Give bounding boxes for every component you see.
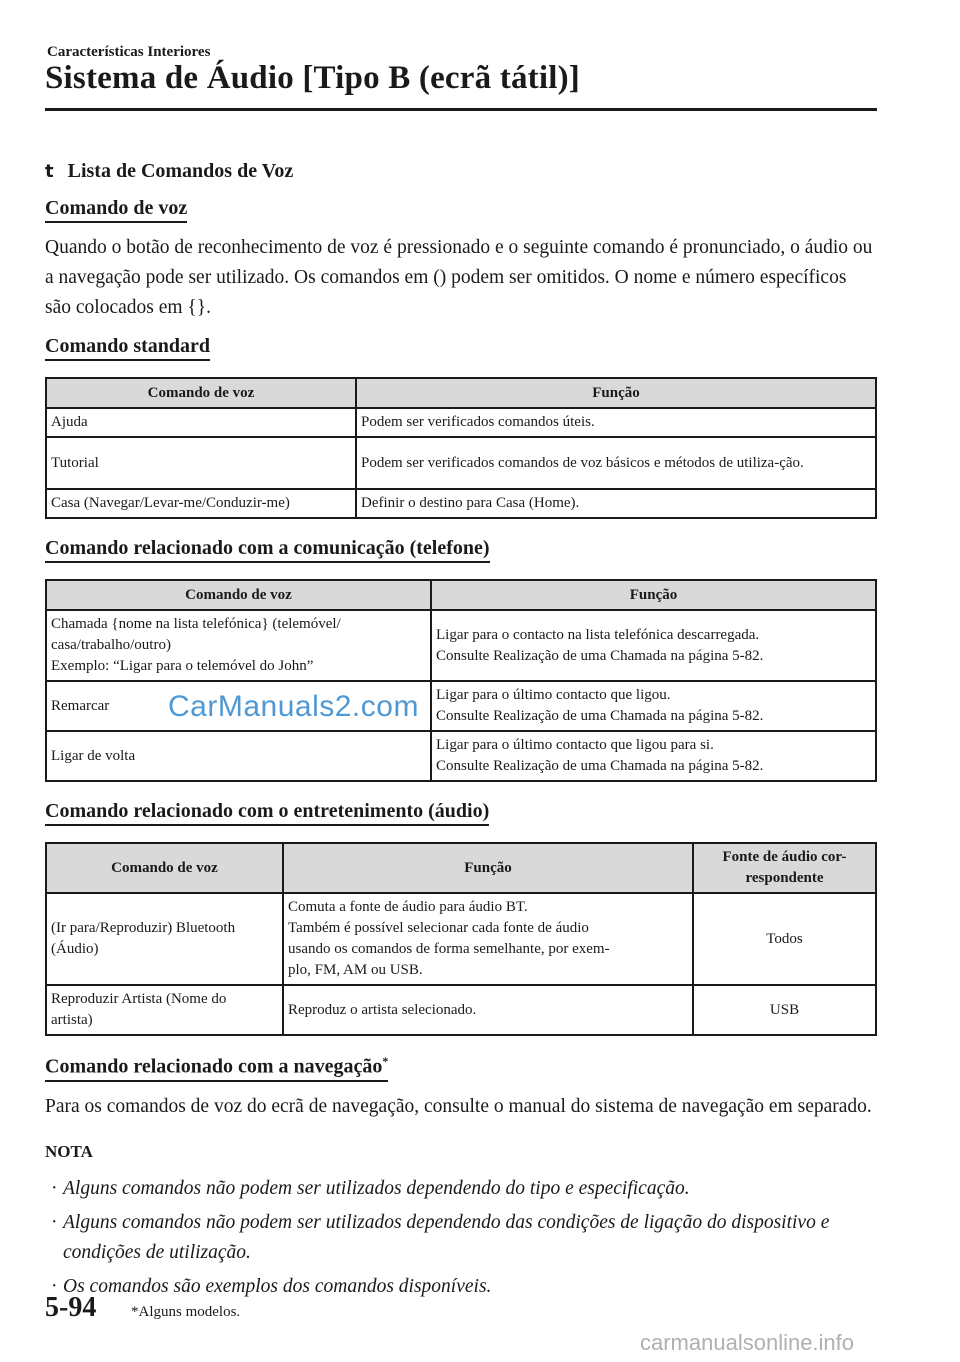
table-header-row (46, 843, 876, 893)
topic-title: Lista de Comandos de Voz (67, 160, 294, 182)
function-cell: Podem ser verificados comandos úteis. (356, 408, 876, 437)
command-cell: Ajuda (46, 408, 356, 437)
column-header: Função (283, 843, 693, 893)
table-row (46, 408, 876, 437)
note-text: Alguns comandos não podem ser utilizados dependendo do tipo e especificação. (63, 1177, 690, 1199)
bullet-icon: · (51, 1211, 58, 1233)
note-item (45, 1208, 877, 1268)
function-line: Ligar para o último contacto que ligou para si. (436, 737, 714, 753)
note-text: Os comandos são exemplos dos comandos disponíveis. (63, 1275, 492, 1297)
bullet-icon: · (51, 1275, 58, 1297)
function-cell (431, 731, 876, 781)
column-header (693, 843, 876, 893)
command-cell (46, 985, 283, 1035)
site-watermark: carmanualsonline.info (640, 1330, 855, 1355)
navigation-heading-text: Comando relacionado com a navegação (45, 1055, 383, 1078)
command-line: (Ir para/Reproduzir) Bluetooth (51, 920, 236, 936)
command-line: Chamada {nome na lista telefónica} (telemóvel/ (51, 616, 341, 632)
function-line: usando os comandos de forma semelhante, por exem- (288, 941, 610, 957)
watermark-logo: CarManuals2.com (168, 690, 419, 723)
table-row (46, 437, 876, 489)
section-label: Características Interiores (47, 44, 211, 60)
column-header-line: respondente (745, 870, 824, 886)
function-reference: Consulte Realização de uma Chamada na página 5-82. (436, 708, 764, 724)
function-line: Também é possível selecionar cada fonte de áudio (288, 920, 589, 936)
phone-table (45, 579, 877, 782)
function-reference: Consulte Realização de uma Chamada na página 5-82. (436, 647, 764, 664)
function-cell (431, 681, 876, 731)
note-text: Alguns comandos não podem ser utilizados dependendo das condições de ligação do dispositivo e condições de utilização. (63, 1211, 830, 1263)
topic-marker-icon: t (45, 161, 54, 182)
command-line: artista) (51, 1012, 93, 1028)
column-header-line: Fonte de áudio cor- (722, 849, 847, 865)
function-cell (431, 610, 876, 681)
audio-heading: Comando relacionado com o entretenimento (áudio) (45, 800, 489, 826)
note-item (45, 1272, 877, 1302)
note-list (45, 1174, 877, 1302)
navigation-paragraph: Para os comandos de voz do ecrã de navegação, consulte o manual do sistema de navegação em separado. (45, 1095, 872, 1117)
bullet-icon: · (51, 1177, 58, 1199)
column-header: Função (356, 378, 876, 408)
column-header: Comando de voz (46, 580, 431, 610)
audio-table (45, 842, 877, 1036)
function-cell: Reproduz o artista selecionado. (283, 985, 693, 1035)
function-cell: Podem ser verificados comandos de voz básicos e métodos de utiliza-ção. (356, 437, 876, 489)
command-cell: Remarcar (46, 681, 431, 731)
table-header-row (46, 580, 876, 610)
table-row (46, 893, 876, 985)
source-cell: USB (693, 985, 876, 1035)
intro-paragraph: Quando o botão de reconhecimento de voz é pressionado e o seguinte comando é pronunciado, o áudio ou a navegação pode ser utilizado. Os comandos em () podem ser omitidos. O nome e número específicos são colocados em {}. (45, 237, 873, 318)
topic-heading (45, 160, 877, 183)
voice-command-heading: Comando de voz (45, 197, 187, 223)
function-line: plo, FM, AM ou USB. (288, 962, 423, 978)
function-line: Comuta a fonte de áudio para áudio BT. (288, 899, 528, 915)
page-content (45, 160, 877, 1306)
navigation-heading (45, 1054, 388, 1082)
command-example: Exemplo: “Ligar para o telemóvel do John” (51, 658, 314, 674)
command-line: casa/trabalho/outro) (51, 637, 171, 653)
column-header: Comando de voz (46, 843, 283, 893)
function-line: Ligar para o contacto na lista telefónica descarregada. (436, 626, 760, 643)
note-item (45, 1174, 877, 1204)
footnote-marker: * (382, 1054, 389, 1068)
command-line: Reproduzir Artista (Nome do (51, 991, 227, 1007)
function-cell: Definir o destino para Casa (Home). (356, 489, 876, 518)
table-row (46, 985, 876, 1035)
standard-heading: Comando standard (45, 335, 210, 361)
command-line: (Áudio) (51, 941, 99, 957)
source-cell: Todos (693, 893, 876, 985)
command-cell: Ligar de volta (46, 731, 431, 781)
function-line: Ligar para o último contacto que ligou. (436, 687, 671, 703)
note-label: NOTA (45, 1141, 93, 1161)
standard-table (45, 377, 877, 519)
command-cell: Tutorial (46, 437, 356, 489)
column-header: Comando de voz (46, 378, 356, 408)
table-header-row (46, 378, 876, 408)
table-row (46, 610, 876, 681)
column-header: Função (431, 580, 876, 610)
phone-heading: Comando relacionado com a comunicação (telefone) (45, 537, 490, 563)
page-number: 5-94 (45, 1292, 97, 1323)
page-title: Sistema de Áudio [Tipo B (ecrã tátil)] (45, 60, 580, 96)
command-cell (46, 893, 283, 985)
title-rule (45, 108, 877, 111)
table-row (46, 489, 876, 518)
table-row (46, 731, 876, 781)
function-cell (283, 893, 693, 985)
function-reference: Consulte Realização de uma Chamada na página 5-82. (436, 758, 764, 774)
command-cell: Casa (Navegar/Levar-me/Conduzir-me) (46, 489, 356, 518)
command-cell (46, 610, 431, 681)
footnote: *Alguns modelos. (131, 1304, 241, 1320)
